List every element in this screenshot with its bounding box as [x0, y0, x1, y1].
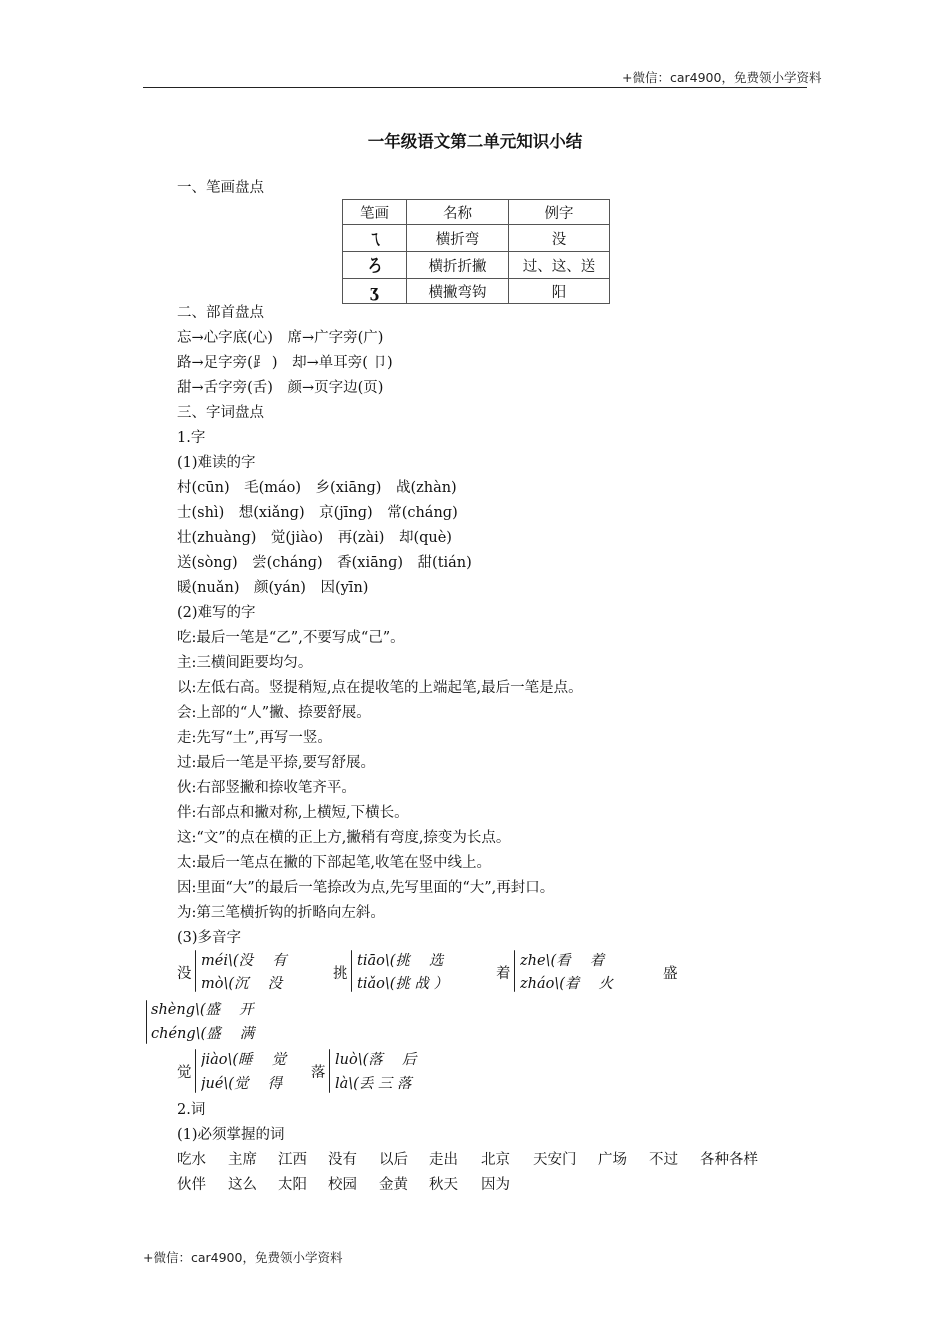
- stroke-glyph: ろ: [367, 256, 382, 277]
- polyphone-char: 没: [177, 966, 192, 982]
- page-header-note: +微信：car4900，免费领小学资料: [622, 70, 822, 85]
- polyphone-char: 落: [311, 1065, 326, 1081]
- hard-write-line: 为:第三笔横折钩的折略向左斜。: [177, 905, 385, 921]
- word-item: 太阳: [278, 1177, 307, 1193]
- table-row: [343, 252, 610, 279]
- hard-write-line: 走:先写“土”,再写一竖。: [177, 730, 332, 746]
- polyphone-reading: zháo\(着 火: [520, 976, 614, 992]
- subheading-words: 2.词: [177, 1102, 206, 1118]
- table-row: [343, 225, 610, 252]
- polyphone-reading: là\(丢 三 落: [335, 1076, 412, 1092]
- hard-write-line: 主:三横间距要均匀。: [177, 655, 313, 671]
- word-item: 走出: [429, 1152, 458, 1168]
- table-header-cell: 名称: [407, 200, 509, 225]
- brace-icon: [146, 1000, 147, 1044]
- polyphone-char: 觉: [177, 1065, 192, 1081]
- word-item: 吃水: [177, 1152, 206, 1168]
- polyphone-char: 着: [496, 966, 511, 982]
- radical-line: 忘→心字底(心) 席→广字旁(广): [177, 330, 384, 346]
- hard-read-line: 送(sònɡ) 尝(chánɡ) 香(xiānɡ) 甜(tián): [177, 555, 472, 571]
- brace-icon: [351, 950, 352, 992]
- stroke-glyph-cell: [343, 225, 407, 252]
- polyphone-reading: mò\(沉 没: [201, 976, 283, 992]
- polyphone-reading: jué\(觉 得: [201, 1076, 283, 1092]
- brace-icon: [195, 950, 196, 992]
- radical-line: 路→足字旁(⻊ ) 却→单耳旁( 卩): [177, 355, 393, 371]
- word-item: 天安门: [533, 1152, 577, 1168]
- subheading-must-words: (1)必须掌握的词: [177, 1127, 285, 1143]
- section-heading-strokes: 一、笔画盘点: [177, 180, 264, 196]
- table-header-cell: 例字: [509, 200, 610, 225]
- polyphone-reading: shèng\(盛 开: [151, 1002, 254, 1018]
- word-item: 主席: [228, 1152, 257, 1168]
- word-item: 伙伴: [177, 1177, 206, 1193]
- subheading-polyphones: (3)多音字: [177, 930, 242, 946]
- polyphone-reading: chéng\(盛 满: [151, 1026, 255, 1042]
- word-item: 广场: [598, 1152, 627, 1168]
- stroke-example-cell: 阳: [509, 279, 610, 304]
- stroke-glyph: ʒ: [370, 280, 379, 302]
- subheading-hard-write: (2)难写的字: [177, 605, 256, 621]
- stroke-name-cell: 横撇弯钩: [407, 279, 509, 304]
- hard-read-line: 壮(zhuànɡ) 觉(jiào) 再(zài) 却(què): [177, 530, 452, 546]
- section-heading-vocab: 三、字词盘点: [177, 405, 264, 421]
- page-footer-note: +微信：car4900，免费领小学资料: [143, 1250, 343, 1265]
- subheading-chars: 1.字: [177, 430, 206, 446]
- header-rule: [143, 87, 807, 88]
- hard-write-line: 以:左低右高。竖提稍短,点在提收笔的上端起笔,最后一笔是点。: [177, 680, 583, 696]
- word-item: 没有: [328, 1152, 357, 1168]
- stroke-glyph-cell: [343, 279, 407, 304]
- hard-read-line: 士(shì) 想(xiǎnɡ) 京(jīnɡ) 常(chánɡ): [177, 505, 458, 521]
- brace-icon: [329, 1049, 330, 1093]
- stroke-example-cell: 没: [509, 225, 610, 252]
- hard-write-line: 因:里面“大”的最后一笔捺改为点,先写里面的“大”,再封口。: [177, 880, 555, 896]
- polyphone-reading: jiào\(睡 觉: [201, 1052, 287, 1068]
- subheading-hard-read: (1)难读的字: [177, 455, 256, 471]
- stroke-table: [342, 199, 610, 304]
- polyphone-reading: luò\(落 后: [335, 1052, 417, 1068]
- polyphone-reading: zhe\(看 着: [520, 953, 605, 969]
- brace-icon: [195, 1049, 196, 1093]
- word-item: 秋天: [429, 1177, 458, 1193]
- hard-write-line: 太:最后一笔点在撇的下部起笔,收笔在竖中线上。: [177, 855, 491, 871]
- hard-write-line: 伙:右部竖撇和捺收笔齐平。: [177, 780, 356, 796]
- word-item: 以后: [379, 1152, 408, 1168]
- hard-read-line: 暖(nuǎn) 颜(yán) 因(yīn): [177, 580, 369, 596]
- stroke-name-cell: 横折弯: [407, 225, 509, 252]
- stroke-name-cell: 横折折撇: [407, 252, 509, 279]
- table-row: [343, 279, 610, 304]
- hard-write-line: 会:上部的“人”撇、捺要舒展。: [177, 705, 371, 721]
- word-item: 北京: [481, 1152, 510, 1168]
- polyphone-char: 挑: [333, 966, 348, 982]
- table-header-row: [343, 200, 610, 225]
- radical-line: 甜→舌字旁(舌) 颜→页字边(页): [177, 380, 384, 396]
- stroke-glyph: ㄟ: [367, 229, 382, 250]
- polyphone-reading: tiāo\(挑 选: [357, 953, 444, 969]
- table-header-cell: 笔画: [343, 200, 407, 225]
- word-item: 校园: [328, 1177, 357, 1193]
- brace-icon: [514, 950, 515, 992]
- section-heading-radicals: 二、部首盘点: [177, 305, 264, 321]
- word-item: 金黄: [379, 1177, 408, 1193]
- hard-read-line: 村(cūn) 毛(máo) 乡(xiānɡ) 战(zhàn): [177, 480, 457, 496]
- stroke-glyph-cell: [343, 252, 407, 279]
- word-item: 江西: [278, 1152, 307, 1168]
- polyphone-reading: méi\(没 有: [201, 953, 287, 969]
- hard-write-line: 吃:最后一笔是“乙”,不要写成“己”。: [177, 630, 405, 646]
- polyphone-reading: tiǎo\(挑 战 ）: [357, 976, 449, 992]
- hard-write-line: 这:“文”的点在横的正上方,撇稍有弯度,捺变为长点。: [177, 830, 511, 846]
- page-title: 一年级语文第二单元知识小结: [367, 132, 583, 151]
- stroke-example-cell: 过、这、送: [509, 252, 610, 279]
- word-item: 因为: [481, 1177, 510, 1193]
- word-item: 不过: [649, 1152, 678, 1168]
- polyphone-char: 盛: [663, 966, 678, 982]
- hard-write-line: 伴:右部点和撇对称,上横短,下横长。: [177, 805, 409, 821]
- word-item: 这么: [228, 1177, 257, 1193]
- hard-write-line: 过:最后一笔是平捺,要写舒展。: [177, 755, 375, 771]
- word-item: 各种各样: [700, 1152, 758, 1168]
